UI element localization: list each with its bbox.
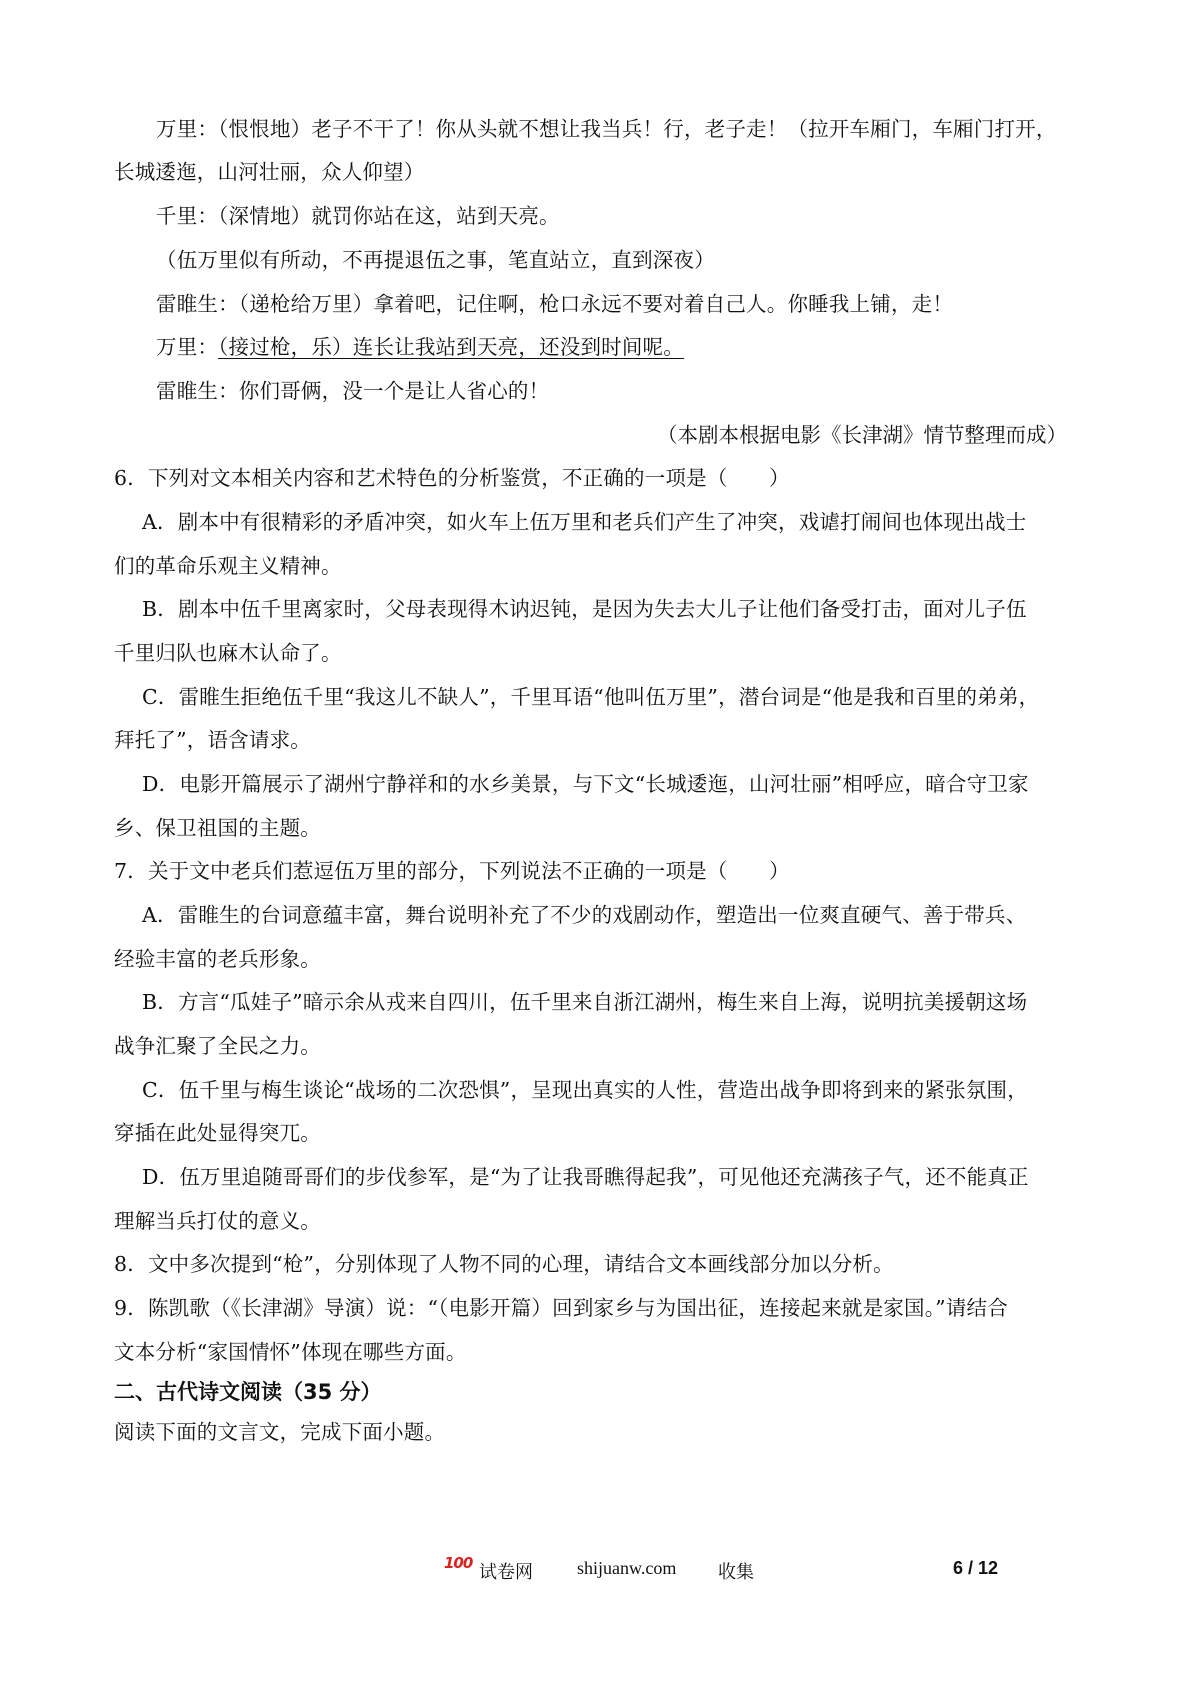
question-7-option-c: C．伍千里与梅生谈论“战场的二次恐惧”，呈现出真实的人性，营造出战争即将到来的紧张氛围， xyxy=(142,1078,1028,1102)
script-line-leisuisheng-2: 雷睢生：你们哥俩，没一个是让人省心的！ xyxy=(156,379,550,403)
question-7-option-b-cont: 战争汇聚了全民之力。 xyxy=(114,1034,321,1058)
question-7-option-d-cont: 理解当兵打仗的意义。 xyxy=(114,1209,321,1233)
question-7-option-a: A．雷睢生的台词意蕴丰富，舞台说明补充了不少的戏剧动作，塑造出一位爽直硬气、善于带兵、 xyxy=(142,903,1027,927)
question-6-option-b-cont: 千里归队也麻木认命了。 xyxy=(114,641,342,665)
question-7-option-c-cont: 穿插在此处显得突兀。 xyxy=(114,1121,321,1145)
question-9-stem: 9．陈凯歌（《长津湖》导演）说：“（电影开篇）回到家乡与为国出征，连接起来就是家国。”请结合 xyxy=(114,1296,1008,1320)
question-7-stem: 7．关于文中老兵们惹逗伍万里的部分，下列说法不正确的一项是（ ） xyxy=(114,859,790,883)
question-8-stem: 8．文中多次提到“枪”，分别体现了人物不同的心理，请结合文本画线部分加以分析。 xyxy=(114,1252,894,1276)
question-6-option-d: D．电影开篇展示了湖州宁静祥和的水乡美景，与下文“长城逶迤，山河壮丽”相呼应，暗合守卫家 xyxy=(142,772,1029,796)
section-instruction: 阅读下面的文言文，完成下面小题。 xyxy=(114,1420,446,1444)
site-logo: 100 xyxy=(444,1554,473,1572)
script-line-wanli-1-cont: 长城逶迤，山河壮丽，众人仰望） xyxy=(114,160,425,184)
question-6-option-a-cont: 们的革命乐观主义精神。 xyxy=(114,554,342,578)
collect-label: 收集 xyxy=(718,1562,754,1583)
question-6-option-a: A．剧本中有很精彩的矛盾冲突，如火车上伍万里和老兵们产生了冲突，戏谑打闹间也体现出战士 xyxy=(142,510,1027,534)
question-6-option-b: B．剧本中伍千里离家时，父母表现得木讷迟钝，是因为失去大儿子让他们备受打击，面对儿子伍 xyxy=(142,597,1027,621)
question-6-stem: 6．下列对文本相关内容和艺术特色的分析鉴赏，不正确的一项是（ ） xyxy=(114,466,790,490)
underlined-passage: （接过枪，乐）连长让我站到天亮，还没到时间呢。 xyxy=(218,335,684,359)
page-footer xyxy=(0,1556,1191,1586)
script-line-leisuisheng-1: 雷睢生：（递枪给万里）拿着吧，记住啊，枪口永远不要对着自己人。你睡我上铺，走！ xyxy=(156,292,954,316)
source-note: （本剧本根据电影《长津湖》情节整理而成） xyxy=(657,423,1067,447)
question-7-option-d: D．伍万里追随哥哥们的步伐参军，是“为了让我哥瞧得起我”，可见他还充满孩子气，还不能真正 xyxy=(142,1165,1029,1189)
question-6-option-c-cont: 拜托了”，语含请求。 xyxy=(114,728,311,752)
script-line-wanli-2 xyxy=(156,334,684,360)
speaker-wanli: 万里： xyxy=(156,335,219,359)
question-9-stem-cont: 文本分析“家国情怀”体现在哪些方面。 xyxy=(114,1340,467,1364)
site-name: 试卷网 xyxy=(479,1562,533,1583)
script-line-qianli: 千里：（深情地）就罚你站在这，站到天亮。 xyxy=(156,204,560,228)
section-heading: 二、古代诗文阅读（35 分） xyxy=(114,1380,382,1404)
question-6-option-c: C．雷睢生拒绝伍千里“我这儿不缺人”，千里耳语“他叫伍万里”，潜台词是“他是我和百里的弟弟， xyxy=(142,685,1040,709)
question-7-option-b: B．方言“瓜娃子”暗示余从戎来自四川，伍千里来自浙江湖州，梅生来自上海，说明抗美援朝这场 xyxy=(142,990,1028,1014)
script-line-wanli-1: 万里：（恨恨地）老子不干了！你从头就不想让我当兵！行，老子走！（拉开车厢门，车厢门打开， xyxy=(156,117,1057,141)
site-domain: shijuanw.com xyxy=(577,1558,677,1578)
question-7-option-a-cont: 经验丰富的老兵形象。 xyxy=(114,947,321,971)
stage-direction: （伍万里似有所动，不再提退伍之事，笔直站立，直到深夜） xyxy=(156,248,715,272)
question-6-option-d-cont: 乡、保卫祖国的主题。 xyxy=(114,816,321,840)
page-number: 6 / 12 xyxy=(953,1558,999,1578)
